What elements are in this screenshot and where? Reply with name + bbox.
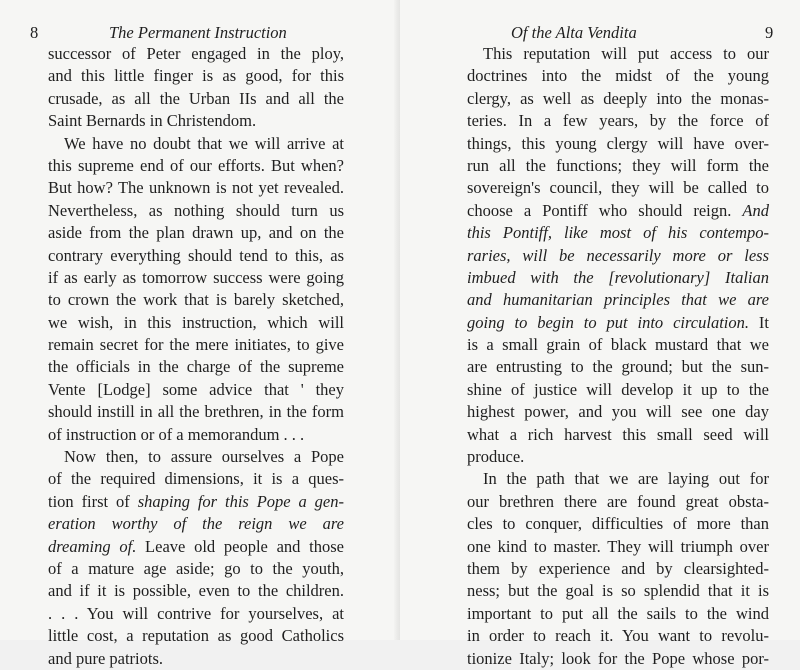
text-segment: are entrusting to the ground; but the sun- — [467, 357, 769, 377]
text-line — [48, 625, 344, 647]
right-page — [400, 0, 800, 668]
text-segment: sovereign's council, they will be called to — [467, 178, 769, 198]
text-line — [48, 222, 344, 244]
text-segment: crusade, as all the Urban IIs and all the — [48, 88, 344, 108]
text-line — [48, 558, 344, 580]
text-segment: of a mature age aside; go to the youth, — [48, 558, 344, 578]
text-segment: of instruction or of a memorandum . . . — [48, 424, 305, 444]
text-segment: and this little finger is as good, for this — [48, 66, 344, 86]
text-line — [48, 133, 344, 155]
text-line — [467, 468, 769, 490]
text-line — [467, 379, 769, 401]
text-segment: successor of Peter engaged in the ploy, — [48, 44, 344, 63]
text-segment: one kind to master. They will triumph over — [467, 536, 769, 556]
text-segment: is a small grain of black mustard that we — [467, 335, 769, 355]
text-line — [48, 491, 344, 513]
text-line — [467, 155, 769, 177]
italic-text-segment: imbued with the [revolutionary] Italian — [467, 267, 769, 287]
text-segment: the officials in the charge of the supreme — [48, 357, 344, 377]
text-segment: what a rich harvest this small seed will — [467, 424, 769, 444]
text-line — [467, 245, 769, 267]
text-segment: contrary everything should tend to this, as — [48, 245, 344, 265]
text-segment: tion first of — [48, 491, 138, 511]
text-line — [48, 379, 344, 401]
text-segment: remain secret for the mere initiates, to give — [48, 335, 344, 355]
text-line — [467, 65, 769, 87]
text-line — [467, 289, 769, 311]
text-segment: This reputation will put access to our — [483, 44, 769, 63]
right-body-text — [467, 43, 769, 670]
italic-text-segment: this Pontiff, like most of his contempo- — [467, 223, 769, 243]
text-line — [48, 267, 344, 289]
text-line — [48, 536, 344, 558]
left-body-text — [48, 43, 344, 670]
text-line — [467, 110, 769, 132]
text-segment: to crown the work that is barely sketched, — [48, 290, 344, 310]
text-line — [467, 536, 769, 558]
italic-text-segment: shaping for this Pope a gen- — [137, 491, 344, 511]
text-line — [467, 580, 769, 602]
text-line — [48, 401, 344, 423]
text-line — [467, 513, 769, 535]
text-line — [467, 558, 769, 580]
page-number-right: 9 — [765, 23, 774, 42]
text-line — [48, 200, 344, 222]
italic-text-segment: dreaming of. — [48, 536, 137, 556]
text-line — [48, 603, 344, 625]
italic-text-segment: going to begin to put into circulation. — [467, 312, 749, 332]
text-segment: and pure patriots. — [48, 648, 164, 668]
running-head-left: The Permanent Instruction — [109, 23, 287, 42]
text-segment: doctrines into the midst of the young — [467, 66, 769, 86]
text-line — [467, 625, 769, 647]
text-segment: little cost, a reputation as good Catholics — [48, 626, 344, 646]
italic-text-segment: And — [742, 200, 769, 220]
text-line — [467, 334, 769, 356]
text-segment: we wish, in this instruction, which will — [48, 312, 344, 332]
text-segment: tionize Italy; look for the Pope whose por- — [467, 648, 769, 668]
text-segment: teries. In a few years, by the force of — [467, 111, 769, 131]
left-page — [0, 0, 400, 668]
text-line — [48, 334, 344, 356]
text-line — [48, 648, 344, 670]
text-line — [48, 312, 344, 334]
text-segment: our brethren there are found great obsta- — [467, 491, 769, 511]
page-number-left: 8 — [30, 23, 39, 42]
text-segment: important to put all the sails to the wind — [467, 603, 769, 623]
text-line — [467, 222, 769, 244]
text-line — [48, 580, 344, 602]
text-line — [467, 133, 769, 155]
text-line — [48, 468, 344, 490]
text-line — [467, 177, 769, 199]
text-segment: Saint Bernards in Christendom. — [48, 111, 257, 131]
text-segment: ness; but the goal is so splendid that it is — [467, 581, 769, 601]
text-line — [48, 110, 344, 132]
text-line — [467, 356, 769, 378]
text-line — [467, 603, 769, 625]
text-segment: should instill in all the brethren, in the form — [48, 402, 344, 422]
text-segment: this supreme end of our efforts. But when? — [48, 155, 344, 175]
text-segment: shine of justice will develop it up to the — [467, 379, 769, 399]
text-line — [467, 648, 769, 670]
text-line — [467, 200, 769, 222]
text-segment: Now then, to assure ourselves a Pope — [64, 447, 344, 467]
text-segment: . . . You will contrive for yourselves, at — [48, 603, 344, 623]
text-line — [467, 88, 769, 110]
text-line — [48, 43, 344, 65]
text-segment: clergy, as well as deeply into the monas- — [467, 88, 769, 108]
text-segment: In the path that we are laying out for — [483, 469, 769, 489]
text-line — [48, 65, 344, 87]
text-segment: highest power, and you will see one day — [467, 402, 769, 422]
text-segment: produce. — [467, 447, 525, 467]
text-segment: in order to reach it. You want to revolu- — [467, 626, 769, 646]
text-segment: Vente [Lodge] some advice that ' they — [48, 379, 344, 399]
text-line — [467, 267, 769, 289]
text-line — [48, 446, 344, 468]
running-head-right: Of the Alta Vendita — [511, 23, 637, 42]
text-segment: It — [749, 312, 769, 332]
text-line — [48, 245, 344, 267]
text-line — [467, 491, 769, 513]
italic-text-segment: eration worthy of the reign we are — [48, 514, 344, 534]
text-line — [48, 155, 344, 177]
text-line — [467, 43, 769, 65]
text-line — [48, 88, 344, 110]
text-segment: aside from the plan drawn up, and on the — [48, 223, 344, 243]
italic-text-segment: and humanitarian principles that we are — [467, 290, 769, 310]
italic-text-segment: raries, will be necessarily more or less — [467, 245, 769, 265]
text-segment: cles to conquer, difficulties of more than — [467, 514, 769, 534]
text-segment: We have no doubt that we will arrive at — [64, 133, 344, 153]
text-segment: run all the functions; they will form the — [467, 155, 769, 175]
text-line — [48, 356, 344, 378]
text-segment: But how? The unknown is not yet revealed. — [48, 178, 344, 198]
text-segment: Nevertheless, as nothing should turn us — [48, 200, 344, 220]
text-line — [467, 401, 769, 423]
text-segment: Leave old people and those — [136, 536, 344, 556]
text-line — [48, 289, 344, 311]
text-line — [48, 513, 344, 535]
text-segment: and if it is possible, even to the children. — [48, 581, 344, 601]
text-segment: of the required dimensions, it is a ques- — [48, 469, 344, 489]
text-segment: choose a Pontiff who should reign. — [467, 200, 743, 220]
text-segment: them by experience and by clearsighted- — [467, 558, 769, 578]
text-line — [467, 312, 769, 334]
text-line — [467, 446, 769, 468]
text-line — [48, 177, 344, 199]
text-line — [48, 424, 344, 446]
text-segment: things, this young clergy will have over- — [467, 133, 769, 153]
text-segment: if as early as tomorrow success were going — [48, 267, 344, 287]
text-line — [467, 424, 769, 446]
